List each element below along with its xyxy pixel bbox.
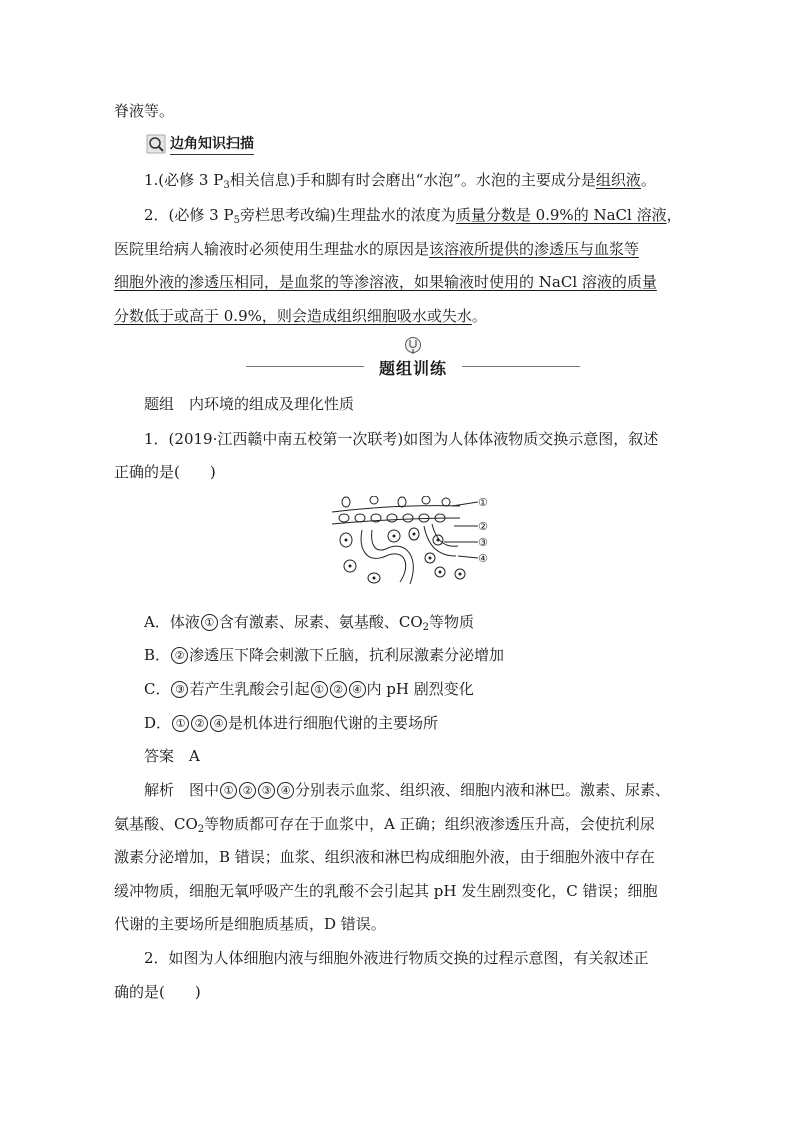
analysis-line-5: 代谢的主要场所是细胞质基质，D 错误。: [114, 915, 386, 933]
corner-knowledge-heading: [146, 134, 254, 154]
body-fluid-exchange-figure: [328, 496, 500, 592]
question-group-line: 题组 内环境的组成及理化性质: [144, 395, 355, 413]
figure-label-3: ③: [478, 536, 488, 549]
magnifier-icon: [146, 134, 166, 154]
question-2-line-2: 确的是( ): [114, 983, 201, 1001]
paragraph-continuation: 脊液等。: [114, 102, 175, 120]
question-1-line-2: 正确的是( ): [114, 463, 216, 481]
figure-label-1: ①: [478, 496, 488, 509]
option-d: D． ① ② ④ 是机体进行细胞代谢的主要场所: [144, 714, 439, 732]
figure-label-4: ④: [478, 552, 488, 565]
analysis-line-3: 激素分泌增加，B 错误；血浆、组织液和淋巴构成细胞外液，由于细胞外液中存在: [114, 848, 655, 866]
option-c: C． ③ 若产生乳酸会引起 ① ② ④ 内 pH 剧烈变化: [144, 680, 474, 698]
knowledge-item-2-line-2: 医院里给病人输液时必须使用生理盐水的原因是该溶液所提供的渗透压与血浆等: [114, 240, 640, 258]
section-heading: [246, 336, 580, 380]
question-2-line-1: 2．如图为人体细胞内液与细胞外液进行物质交换的过程示意图，有关叙述正: [144, 949, 649, 967]
section-emblem-icon: [404, 336, 422, 358]
corner-knowledge-title: 边角知识扫描: [170, 133, 254, 155]
knowledge-item-1: 1.(必修 3 $P_3$相关信息)手和脚有时会磨出“水泡”。水泡的主要成分是组织液。: [144, 171, 656, 191]
knowledge-item-2-line-4: 分数低于或高于 0.9%，则会造成组织细胞吸水或失水。: [114, 307, 487, 325]
analysis-line-1: 解析 图中 ① ② ③ ④ 分别表示血浆、组织液、细胞内液和淋巴。激素、尿素、: [144, 781, 671, 799]
question-1-line-1: 1．(2019·江西赣中南五校第一次联考)如图为人体体液物质交换示意图，叙述: [144, 430, 659, 448]
option-b: B． ② 渗透压下降会刺激下丘脑，抗利尿激素分泌增加: [144, 646, 505, 664]
option-a: A．体液 ① 含有激素、尿素、氨基酸、$CO_2$等物质: [144, 613, 475, 633]
figure-label-2: ②: [478, 520, 488, 533]
answer-line: 答案 A: [144, 747, 200, 765]
analysis-line-2: 氨基酸、$CO_2$等物质都可存在于血浆中，A 正确；组织液渗透压升高，会使抗利尿: [114, 815, 655, 835]
analysis-line-4: 缓冲物质，细胞无氧呼吸产生的乳酸不会引起其 pH 发生剧烈变化，C 错误；细胞: [114, 882, 658, 900]
knowledge-item-2-line-3: 细胞外液的渗透压相同，是血浆的等渗溶液，如果输液时使用的 NaCl 溶液的质量: [114, 273, 657, 291]
section-title: 题组训练: [378, 359, 447, 378]
knowledge-item-2-line-1: 2．(必修 3 $P_5$旁栏思考改编)生理盐水的浓度为质量分数是 0.9%的 NaCl 溶液，: [144, 206, 682, 226]
